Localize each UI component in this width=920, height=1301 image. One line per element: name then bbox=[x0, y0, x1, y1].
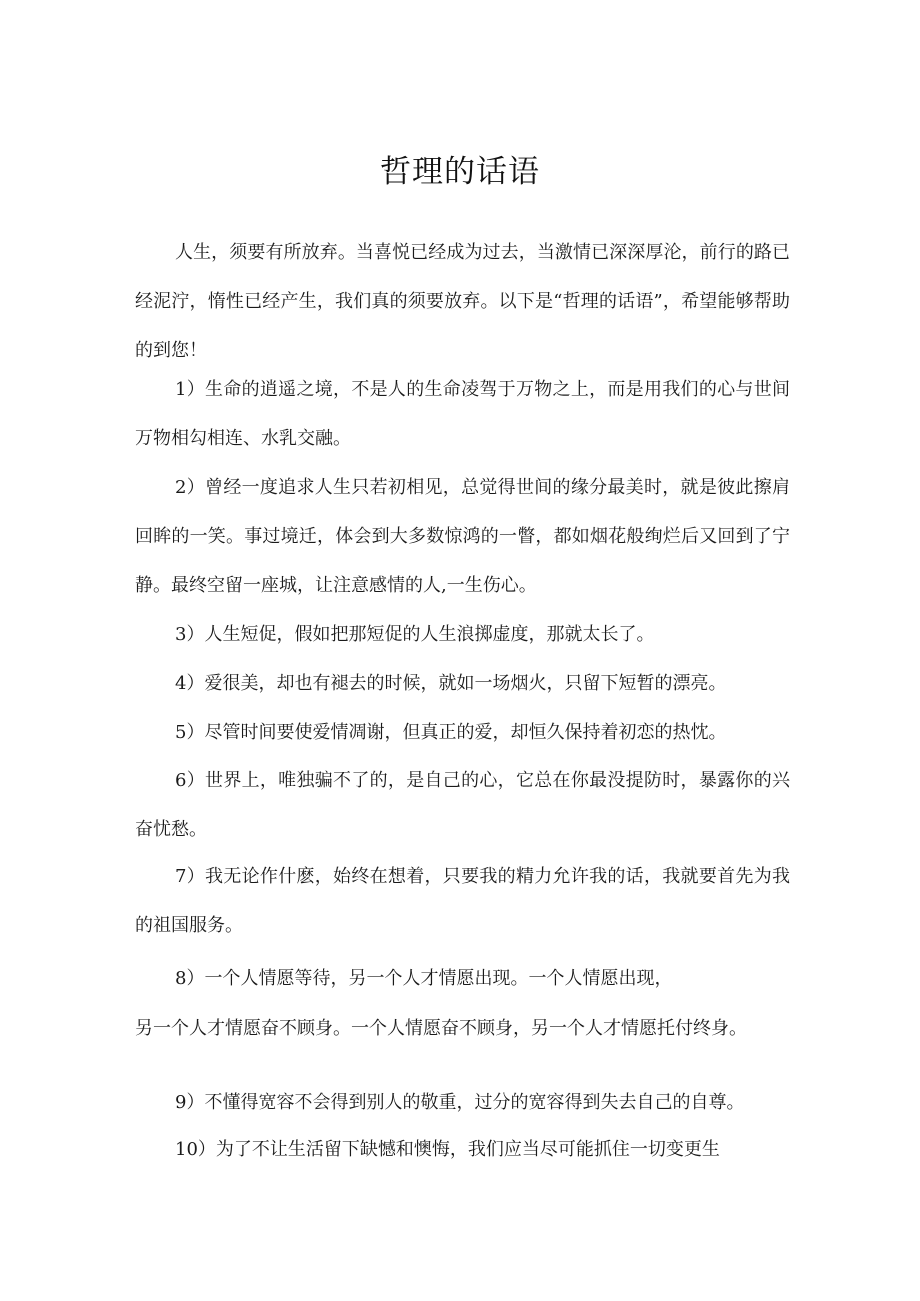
intro-paragraph: 人生，须要有所放弃。当喜悦已经成为过去，当激情已深深厚沦，前行的路已经泥泞，惰性已经产生，我们真的须要放弃。以下是“哲理的话语”，希望能够帮助的到您！ bbox=[135, 242, 790, 361]
item-4-paragraph: 4）爱很美，却也有褪去的时候，就如一场烟火，只留下短暂的漂亮。 bbox=[175, 673, 727, 694]
item-8-first-line: 8）一个人情愿等待，另一个人才情愿出现。一个人情愿出现， bbox=[175, 968, 673, 989]
item-6-paragraph: 6）世界上，唯独骗不了的，是自己的心，它总在你最没提防时，暴露你的兴奋忧愁。 bbox=[135, 770, 790, 840]
item-1-paragraph: 1）生命的逍遥之境，不是人的生命凌驾于万物之上，而是用我们的心与世间万物相勾相连、水乳交融。 bbox=[135, 379, 790, 449]
item-7-paragraph: 7）我无论作什麽，始终在想着，只要我的精力允许我的话，我就要首先为我的祖国服务。 bbox=[135, 866, 790, 936]
item-8-continuation: 另一个人才情愿奋不顾身。一个人情愿奋不顾身，另一个人才情愿托付终身。 bbox=[135, 1018, 747, 1039]
page-title: 哲理的话语 bbox=[380, 154, 540, 190]
item-2-paragraph: 2）曾经一度追求人生只若初相见，总觉得世间的缘分最美时，就是彼此擦肩回眸的一笑。事过境迁，体会到大多数惊鸿的一瞥，都如烟花般绚烂后又回到了宁静。最终空留一座城，让注意感情的人,一生伤心。 bbox=[135, 477, 790, 596]
item-5-paragraph: 5）尽管时间要使爱情凋谢，但真正的爱，却恒久保持着初恋的热忱。 bbox=[175, 722, 727, 743]
item-3-paragraph: 3）人生短促，假如把那短促的人生浪掷虚度，那就太长了。 bbox=[175, 624, 655, 645]
item-10-paragraph: 10）为了不让生活留下缺憾和懊悔，我们应当尽可能抓住一切变更生 bbox=[175, 1139, 720, 1160]
item-9-paragraph: 9）不懂得宽容不会得到别人的敬重，过分的宽容得到失去自己的自尊。 bbox=[175, 1092, 745, 1113]
